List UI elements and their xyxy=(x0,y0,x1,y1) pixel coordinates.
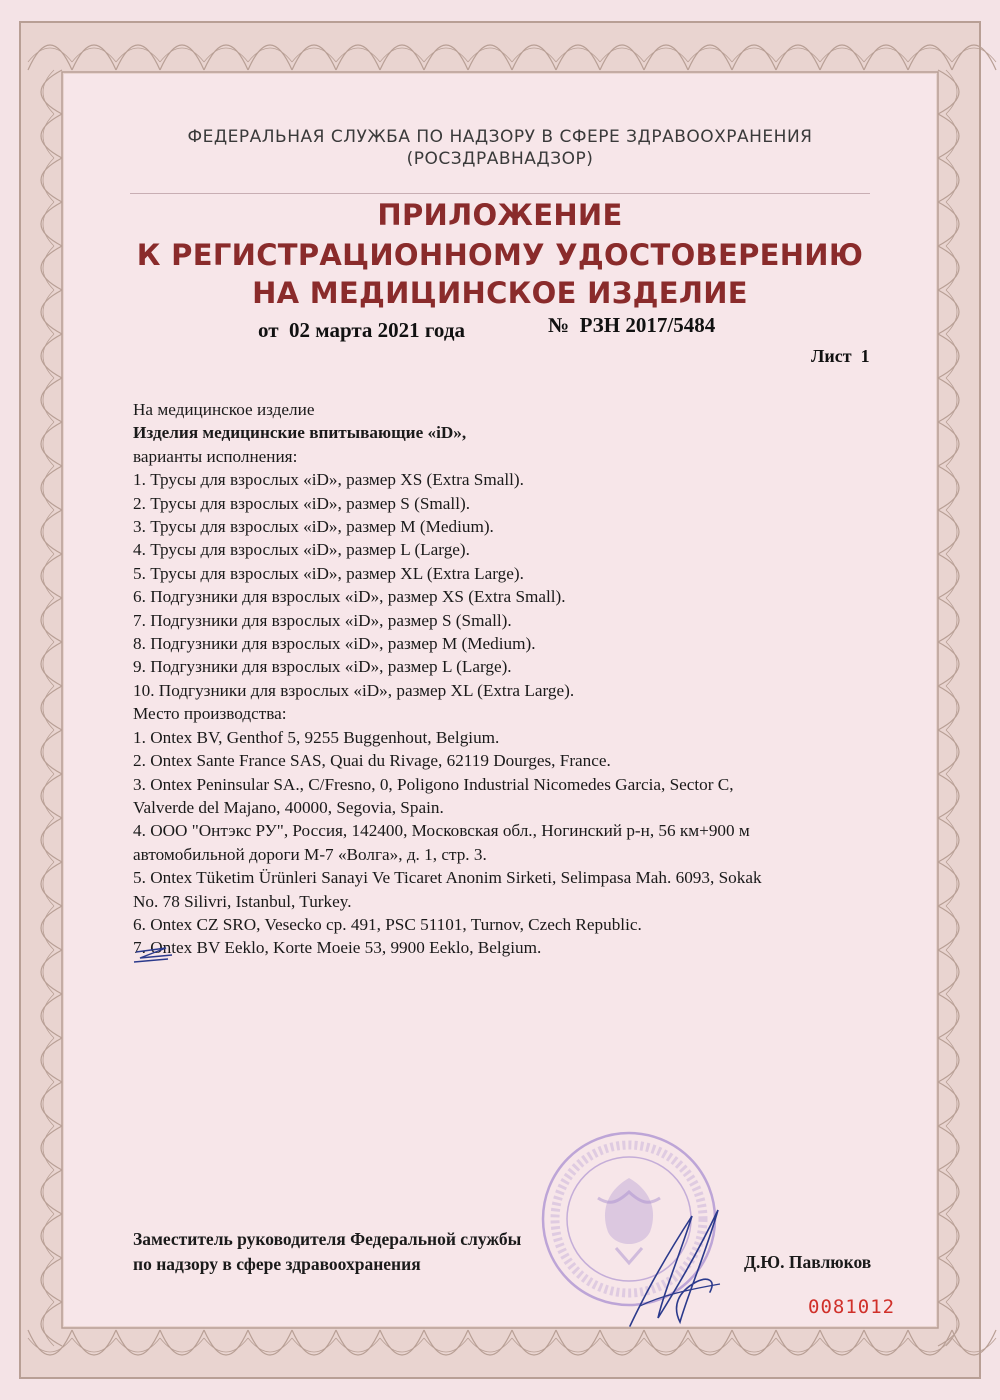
variant-item: 5. Трусы для взрослых «iD», размер XL (Extra Large). xyxy=(133,563,524,583)
variant-item: 6. Подгузники для взрослых «iD», размер XS (Extra Small). xyxy=(133,587,566,607)
signatory-position xyxy=(133,1227,521,1277)
production-line: Valverde del Majano, 40000, Segovia, Spain. xyxy=(133,797,444,817)
variant-item: 7. Подгузники для взрослых «iD», размер S (Small). xyxy=(133,610,512,630)
agency-name-line2: (РОСЗДРАВНАДЗОР) xyxy=(406,149,594,169)
production-line: 3. Ontex Peninsular SA., C/Fresno, 0, Poligono Industrial Nicomedes Garcia, Sector C, xyxy=(133,774,734,794)
product-name: Изделия медицинские впитывающие «iD», xyxy=(133,423,467,443)
variant-item: 3. Трусы для взрослых «iD», размер M (Medium). xyxy=(133,517,494,537)
production-line: автомобильной дороги М-7 «Волга», д. 1, стр. 3. xyxy=(133,844,487,864)
title-line3: НА МЕДИЦИНСКОЕ ИЗДЕЛИЕ xyxy=(252,276,748,310)
certificate-number: № РЗН 2017/5484 xyxy=(548,313,716,337)
title-line2: К РЕГИСТРАЦИОННОМУ УДОСТОВЕРЕНИЮ xyxy=(136,238,864,272)
variant-item: 1. Трусы для взрослых «iD», размер XS (Extra Small). xyxy=(133,470,524,490)
handwritten-signature xyxy=(620,1196,730,1336)
production-line: 7. Ontex BV Eeklo, Korte Moeie 53, 9900 Eeklo, Belgium. xyxy=(133,938,542,958)
production-label: Место производства: xyxy=(133,704,287,724)
serial-number: 0081012 xyxy=(808,1296,896,1318)
variant-item: 4. Трусы для взрослых «iD», размер L (Large). xyxy=(133,540,470,560)
production-line: 5. Ontex Tüketim Ürünleri Sanayi Ve Ticaret Anonim Sirketi, Selimpasa Mah. 6093, Sokak xyxy=(133,868,762,888)
production-line: 4. ООО "Онтэкс РУ", Россия, 142400, Московская обл., Ногинский р-н, 56 км+900 м xyxy=(133,821,750,841)
variant-item: 2. Трусы для взрослых «iD», размер S (Small). xyxy=(133,493,470,513)
production-line: 1. Ontex BV, Genthof 5, 9255 Buggenhout, Belgium. xyxy=(133,727,500,747)
production-line: No. 78 Silivri, Istanbul, Turkey. xyxy=(133,891,352,911)
signatory-position-line2: по надзору в сфере здравоохранения xyxy=(133,1254,421,1274)
body-text xyxy=(133,398,893,960)
variant-item: 9. Подгузники для взрослых «iD», размер L (Large). xyxy=(133,657,512,677)
agency-name-line1: ФЕДЕРАЛЬНАЯ СЛУЖБА ПО НАДЗОРУ В СФЕРЕ ЗДРАВООХРАНЕНИЯ xyxy=(187,127,813,147)
sheet-number: Лист 1 xyxy=(811,346,870,366)
intro-line: На медицинское изделие xyxy=(133,400,315,419)
divider xyxy=(130,193,870,194)
title-line1: ПРИЛОЖЕНИЕ xyxy=(377,198,623,232)
variant-item: 8. Подгузники для взрослых «iD», размер M (Medium). xyxy=(133,634,536,654)
signatory-position-line1: Заместитель руководителя Федеральной службы xyxy=(133,1229,522,1249)
variant-item: 10. Подгузники для взрослых «iD», размер XL (Extra Large). xyxy=(133,680,575,700)
certificate-date: от 02 марта 2021 года xyxy=(258,318,465,342)
initials-mark xyxy=(132,944,178,966)
production-line: 2. Ontex Sante France SAS, Quai du Rivage, 62119 Dourges, France. xyxy=(133,751,611,771)
signatory-name: Д.Ю. Павлюков xyxy=(744,1252,872,1272)
variants-label: варианты исполнения: xyxy=(133,446,298,466)
production-line: 6. Ontex CZ SRO, Vesecko cp. 491, PSC 51101, Turnov, Czech Republic. xyxy=(133,914,642,934)
